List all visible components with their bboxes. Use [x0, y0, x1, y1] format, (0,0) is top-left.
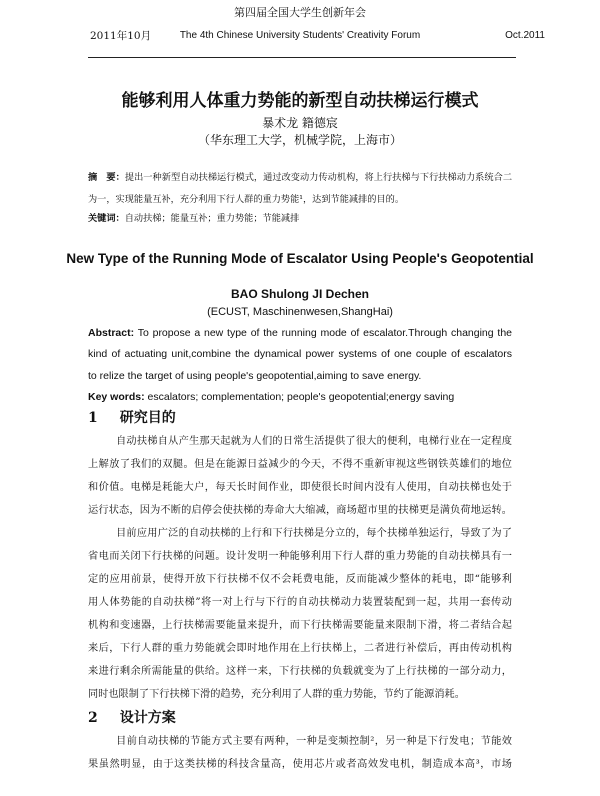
abstract-en-line: to relize the target of using people's geopotential,aiming to save energy.	[88, 370, 422, 382]
abstract-cn-line: 摘 要：提出一种新型自动扶梯运行模式，通过改变动力传动机构，将上行扶梯与下行扶梯动力系统合二	[88, 172, 513, 183]
affiliation-cn: （华东理工大学，机械学院，上海市）	[197, 133, 402, 147]
abstract-cn-line: 为一，实现能量互补，充分利用下行人群的重力势能¹，达到节能减排的目的。	[88, 194, 405, 205]
section-1-heading: 1 研究目的	[88, 410, 176, 426]
paragraph-line: 目前自动扶梯的节能方式主要有两种，一种是变频控制²，另一种是下行发电；节能效	[116, 736, 512, 747]
title-en: New Type of the Running Mode of Escalator Using People's Geopotential	[66, 251, 534, 266]
abstract-en-label: Abstract:	[88, 327, 135, 339]
header-rule	[88, 57, 516, 58]
paragraph-line: 自动扶梯自从产生那天起就为人们的日常生活提供了很大的便利，电梯行业在一定程度	[116, 436, 512, 447]
paragraph-line: 来后，下行人群的重力势能就会即时地作用在上行扶梯上，二者进行补偿后，再由传动机构	[88, 643, 512, 654]
paragraph-line: 同时也限制了下行扶梯下滑的趋势，充分利用了人群的重力势能，节约了能源消耗。	[88, 689, 465, 700]
paragraph-line: 机构和变速器，上行扶梯需要能量来提升，而下行扶梯需要能量来限制下滑，将二者结合起	[88, 620, 512, 631]
conference-name-en: The 4th Chinese University Students' Creativity Forum	[179, 30, 421, 41]
keywords-cn: 关键词：自动扶梯；能量互补；重力势能；节能减排	[88, 213, 300, 224]
abstract-en-line: kind of actuating unit,combine the dynamical power systems of one couple of escalators	[88, 348, 512, 360]
conference-name-cn: 第四届全国大学生创新年会	[234, 6, 366, 19]
paragraph-line: 目前应用广泛的自动扶梯的上行和下行扶梯是分立的，每个扶梯单独运行，导致了为了	[116, 528, 512, 539]
section-2-heading: 2 设计方案	[88, 710, 176, 726]
paragraph-line: 果虽然明显，由于这类扶梯的科技含量高，使用芯片或者高效发电机，制造成本高³，市场	[88, 759, 512, 770]
paragraph-line: 和价值。电梯是耗能大户，每天长时间作业，即使很长时间内没有人使用，自动扶梯也处于	[88, 482, 512, 493]
authors-en: BAO Shulong JI Dechen	[230, 287, 369, 301]
keywords-en: Key words: escalators; complementation; people's geopotential;energy saving	[88, 391, 455, 403]
abstract-cn-label: 摘 要：	[88, 172, 125, 183]
paragraph-line: 省电而关闭下行扶梯的问题。设计发明一种能够利用下行人群的重力势能的自动扶梯具有一	[88, 551, 512, 562]
paragraph-line: 用人体势能的自动扶梯”将一对上行与下行的自动扶梯动力装置装配到一起，共用一套传动	[88, 597, 512, 608]
abstract-en-line: Abstract: To propose a new type of the running mode of escalator.Through changing the	[88, 327, 512, 339]
affiliation-en: (ECUST, Maschinenwesen,ShangHai)	[207, 306, 393, 318]
paragraph-line: 上解放了我们的双腿。但是在能源日益减少的今天，不得不重新审视这些钢铁英雄们的地位	[88, 459, 512, 470]
paragraph-line: 运行状态，因为不断的启停会使扶梯的寿命大大缩减，商场超市里的扶梯更是满负荷地运转。	[88, 505, 512, 516]
authors-cn: 暴术龙 籍德宸	[262, 116, 338, 130]
title-cn: 能够利用人体重力势能的新型自动扶梯运行模式	[121, 91, 479, 110]
paragraph-line: 定的应用前景，使得开放下行扶梯不仅不会耗费电能，反而能减少整体的耗电，即“能够利	[88, 574, 512, 585]
paragraph-line: 来进行剩余所需能量的供给。这样一来，下行扶梯的负载就变为了上行扶梯的一部分动力，	[88, 666, 512, 677]
header-date-en: Oct.2011	[505, 30, 545, 41]
header-date-cn: 2011年10月	[90, 30, 152, 42]
